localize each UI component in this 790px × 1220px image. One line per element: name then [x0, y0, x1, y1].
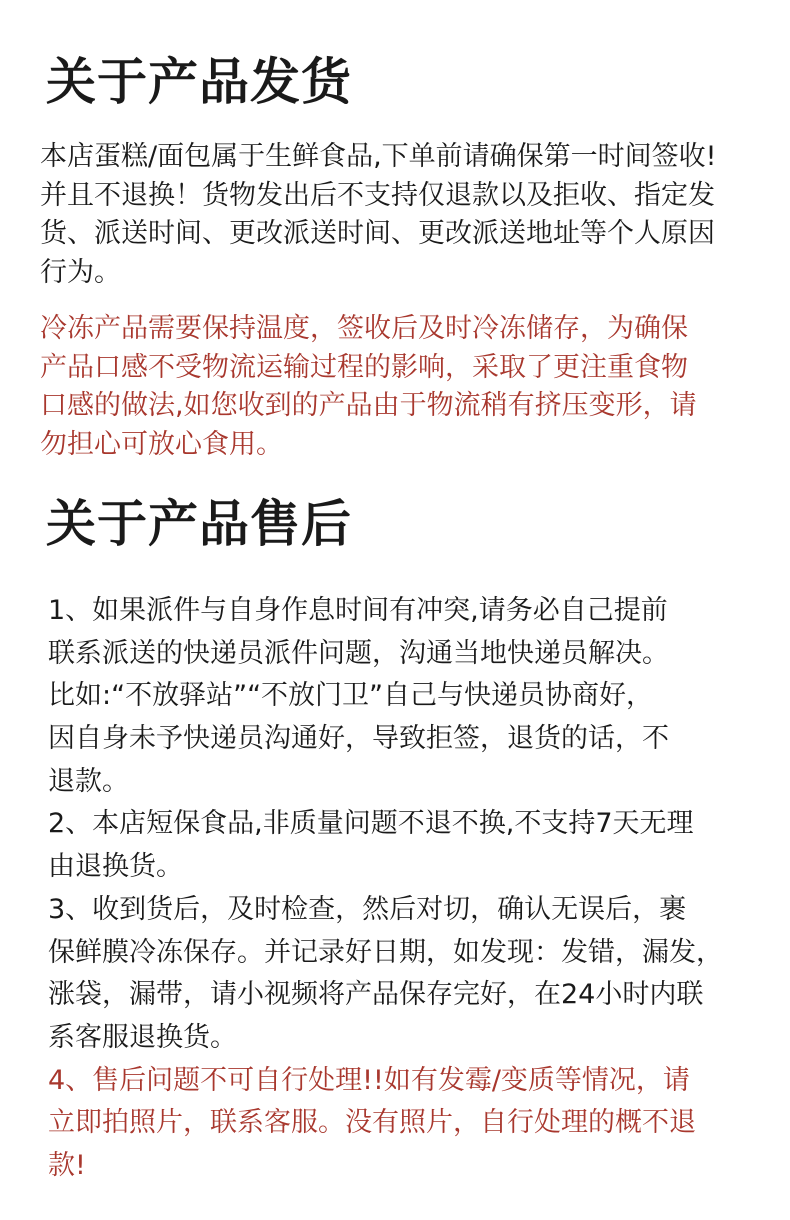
text-line: 口感的做法,如您收到的产品由于物流稍有挤压变形，请: [40, 390, 697, 421]
rule-line: 比如:“不放驿站”“不放门卫”自己与快递员协商好，: [48, 680, 654, 712]
rule-line: 由退换货。: [48, 851, 183, 883]
text-line: 冷冻产品需要保持温度，签收后及时冷冻储存，为确保: [40, 313, 688, 344]
after-sales-heading: 关于产品售后: [46, 495, 352, 553]
text-line: 行为。: [40, 256, 121, 288]
text-line: 本店蛋糕/面包属于生鲜食品,下单前请确保第一时间签收!: [40, 141, 717, 172]
text-line: 勿担心可放心食用。: [40, 428, 283, 460]
rule-line: 3、收到货后，及时检查，然后对切，确认无误后，裹: [48, 893, 687, 925]
rule-line: 涨袋，漏带，请小视频将产品保存完好，在24小时内联: [48, 979, 704, 1011]
warning-line: 4、售后问题不可自行处理!!如有发霉/变质等情况，请: [48, 1064, 690, 1096]
shipping-intro-paragraph: [40, 138, 760, 292]
text-line: 产品口感不受物流运输过程的影响，采取了更注重食物: [40, 351, 688, 383]
rule-line: 1、如果派件与自身作息时间有冲突,请务必自己提前: [48, 595, 668, 626]
rule-line: 联系派送的快递员派件问题，沟通当地快递员解决。: [48, 637, 669, 669]
warning-line: 款!: [48, 1149, 86, 1181]
after-sales-rules: [48, 590, 758, 1188]
warning-line: 立即拍照片，联系客服。没有照片，自行处理的概不退: [48, 1107, 696, 1139]
rule-line: 因自身未予快递员沟通好，导致拒签，退货的话，不: [48, 723, 669, 755]
rule-line: 保鲜膜冷冻保存。并记录好日期，如发现：发错，漏发，: [48, 936, 723, 968]
rule-line: 退款。: [48, 765, 129, 797]
rule-line: 2、本店短保食品,非质量问题不退不换,不支持7天无理: [48, 808, 694, 840]
shipping-heading: 关于产品发货: [46, 53, 352, 111]
text-line: 货、派送时间、更改派送时间、更改派送地址等个人原因: [40, 218, 715, 249]
text-line: 并且不退换！货物发出后不支持仅退款以及拒收、指定发: [40, 179, 715, 211]
rule-line: 系客服退换货。: [48, 1021, 237, 1053]
frozen-product-notice: [40, 310, 760, 464]
